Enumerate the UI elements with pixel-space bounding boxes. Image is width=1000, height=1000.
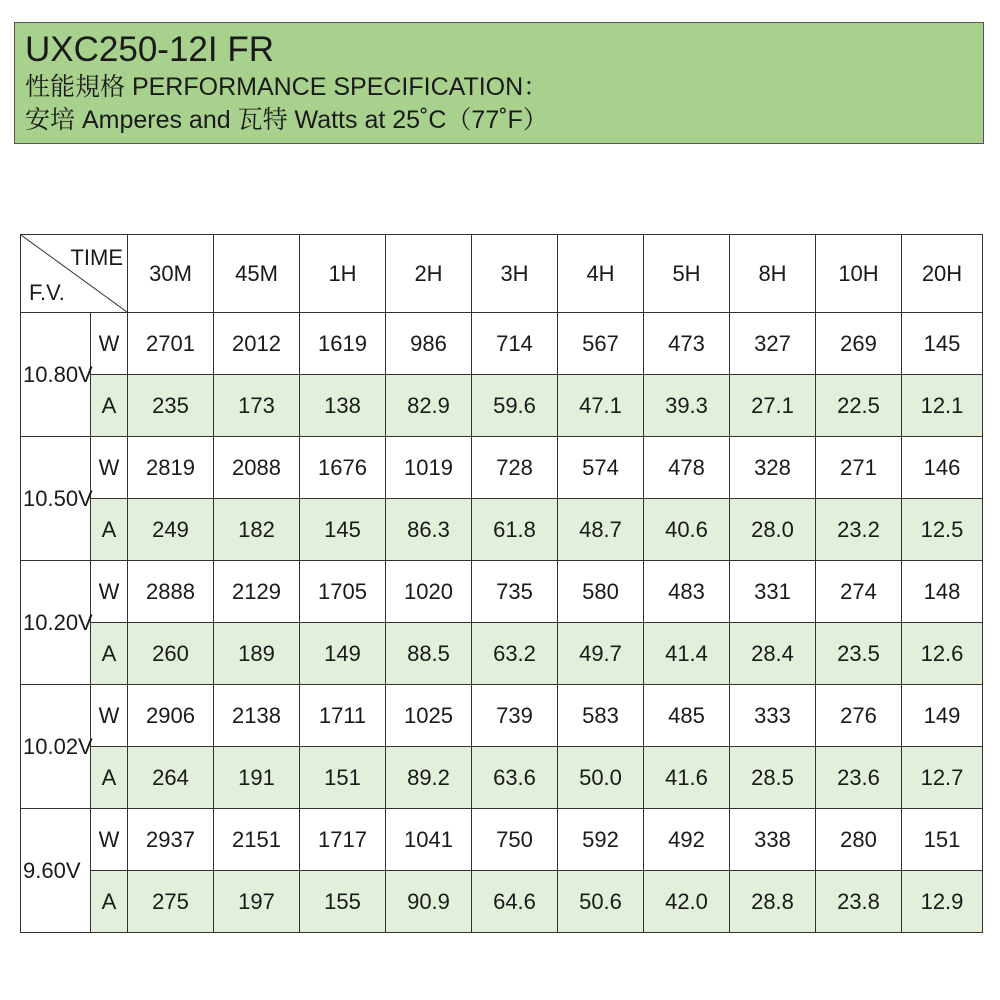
amps-value-cell: 42.0	[644, 871, 730, 933]
unit-amps-cell: A	[91, 375, 128, 437]
amps-value-cell: 23.8	[816, 871, 902, 933]
watts-value-cell: 2701	[128, 313, 214, 375]
column-header: 5H	[644, 235, 730, 313]
amps-value-cell: 41.4	[644, 623, 730, 685]
table-row-watts	[21, 313, 983, 375]
amps-value-cell: 47.1	[558, 375, 644, 437]
watts-value-cell: 149	[902, 685, 983, 747]
column-header: 45M	[214, 235, 300, 313]
watts-value-cell: 2151	[214, 809, 300, 871]
amps-value-cell: 23.5	[816, 623, 902, 685]
watts-value-cell: 269	[816, 313, 902, 375]
watts-value-cell: 2888	[128, 561, 214, 623]
amps-value-cell: 12.7	[902, 747, 983, 809]
watts-value-cell: 2906	[128, 685, 214, 747]
amps-value-cell: 89.2	[386, 747, 472, 809]
final-voltage-cell: 9.60V	[21, 809, 91, 933]
corner-time-label: TIME	[70, 245, 123, 270]
amps-value-cell: 41.6	[644, 747, 730, 809]
amps-value-cell: 88.5	[386, 623, 472, 685]
watts-value-cell: 478	[644, 437, 730, 499]
watts-value-cell: 2129	[214, 561, 300, 623]
watts-value-cell: 2819	[128, 437, 214, 499]
watts-value-cell: 485	[644, 685, 730, 747]
column-header: 2H	[386, 235, 472, 313]
amps-value-cell: 145	[300, 499, 386, 561]
amps-value-cell: 23.6	[816, 747, 902, 809]
amps-value-cell: 12.5	[902, 499, 983, 561]
table-row-amps	[21, 747, 983, 809]
watts-value-cell: 1717	[300, 809, 386, 871]
watts-value-cell: 583	[558, 685, 644, 747]
watts-value-cell: 483	[644, 561, 730, 623]
amps-value-cell: 12.6	[902, 623, 983, 685]
amps-value-cell: 12.1	[902, 375, 983, 437]
table-row-amps	[21, 623, 983, 685]
corner-cell	[21, 235, 128, 313]
watts-value-cell: 735	[472, 561, 558, 623]
watts-value-cell: 276	[816, 685, 902, 747]
watts-value-cell: 739	[472, 685, 558, 747]
unit-amps-cell: A	[91, 499, 128, 561]
column-header: 10H	[816, 235, 902, 313]
watts-value-cell: 1676	[300, 437, 386, 499]
amps-value-cell: 50.6	[558, 871, 644, 933]
amps-value-cell: 28.0	[730, 499, 816, 561]
amps-value-cell: 63.2	[472, 623, 558, 685]
column-header: 3H	[472, 235, 558, 313]
amps-value-cell: 12.9	[902, 871, 983, 933]
amps-value-cell: 249	[128, 499, 214, 561]
watts-value-cell: 328	[730, 437, 816, 499]
corner-fv-label: F.V.	[29, 280, 65, 305]
watts-value-cell: 1619	[300, 313, 386, 375]
watts-value-cell: 567	[558, 313, 644, 375]
spec-conditions: 安培 Amperes and 瓦特 Watts at 25˚C（77˚F）	[25, 106, 548, 134]
unit-watts-cell: W	[91, 685, 128, 747]
amps-value-cell: 86.3	[386, 499, 472, 561]
watts-value-cell: 1025	[386, 685, 472, 747]
watts-value-cell: 1705	[300, 561, 386, 623]
amps-value-cell: 191	[214, 747, 300, 809]
final-voltage-cell: 10.50V	[21, 437, 91, 561]
watts-value-cell: 333	[730, 685, 816, 747]
amps-value-cell: 23.2	[816, 499, 902, 561]
amps-value-cell: 189	[214, 623, 300, 685]
amps-value-cell: 28.4	[730, 623, 816, 685]
amps-value-cell: 59.6	[472, 375, 558, 437]
amps-value-cell: 149	[300, 623, 386, 685]
amps-value-cell: 182	[214, 499, 300, 561]
unit-watts-cell: W	[91, 809, 128, 871]
column-header: 4H	[558, 235, 644, 313]
column-header: 30M	[128, 235, 214, 313]
amps-value-cell: 27.1	[730, 375, 816, 437]
amps-value-cell: 22.5	[816, 375, 902, 437]
amps-value-cell: 260	[128, 623, 214, 685]
amps-value-cell: 61.8	[472, 499, 558, 561]
watts-value-cell: 492	[644, 809, 730, 871]
watts-value-cell: 2088	[214, 437, 300, 499]
unit-watts-cell: W	[91, 561, 128, 623]
amps-value-cell: 138	[300, 375, 386, 437]
spec-header	[14, 22, 984, 144]
table-row-amps	[21, 499, 983, 561]
final-voltage-cell: 10.20V	[21, 561, 91, 685]
watts-value-cell: 327	[730, 313, 816, 375]
amps-value-cell: 275	[128, 871, 214, 933]
amps-value-cell: 151	[300, 747, 386, 809]
watts-value-cell: 2937	[128, 809, 214, 871]
column-header: 8H	[730, 235, 816, 313]
watts-value-cell: 2138	[214, 685, 300, 747]
watts-value-cell: 274	[816, 561, 902, 623]
amps-value-cell: 39.3	[644, 375, 730, 437]
watts-value-cell: 1019	[386, 437, 472, 499]
watts-value-cell: 145	[902, 313, 983, 375]
column-header: 1H	[300, 235, 386, 313]
table-row-watts	[21, 685, 983, 747]
performance-table	[20, 234, 983, 933]
amps-value-cell: 49.7	[558, 623, 644, 685]
amps-value-cell: 50.0	[558, 747, 644, 809]
watts-value-cell: 1020	[386, 561, 472, 623]
watts-value-cell: 280	[816, 809, 902, 871]
watts-value-cell: 473	[644, 313, 730, 375]
amps-value-cell: 155	[300, 871, 386, 933]
spec-subtitle: 性能規格 PERFORMANCE SPECIFICATION：	[25, 73, 549, 101]
watts-value-cell: 580	[558, 561, 644, 623]
amps-value-cell: 40.6	[644, 499, 730, 561]
amps-value-cell: 28.8	[730, 871, 816, 933]
table-row-amps	[21, 871, 983, 933]
watts-value-cell: 750	[472, 809, 558, 871]
final-voltage-cell: 10.02V	[21, 685, 91, 809]
amps-value-cell: 63.6	[472, 747, 558, 809]
watts-value-cell: 148	[902, 561, 983, 623]
watts-value-cell: 592	[558, 809, 644, 871]
unit-watts-cell: W	[91, 437, 128, 499]
watts-value-cell: 2012	[214, 313, 300, 375]
watts-value-cell: 151	[902, 809, 983, 871]
amps-value-cell: 64.6	[472, 871, 558, 933]
unit-watts-cell: W	[91, 313, 128, 375]
header-row	[21, 235, 983, 313]
watts-value-cell: 271	[816, 437, 902, 499]
amps-value-cell: 28.5	[730, 747, 816, 809]
table-body	[21, 313, 983, 933]
amps-value-cell: 235	[128, 375, 214, 437]
table-row-watts	[21, 561, 983, 623]
watts-value-cell: 1041	[386, 809, 472, 871]
amps-value-cell: 90.9	[386, 871, 472, 933]
table-row-watts	[21, 437, 983, 499]
amps-value-cell: 197	[214, 871, 300, 933]
unit-amps-cell: A	[91, 747, 128, 809]
amps-value-cell: 82.9	[386, 375, 472, 437]
final-voltage-cell: 10.80V	[21, 313, 91, 437]
watts-value-cell: 728	[472, 437, 558, 499]
watts-value-cell: 714	[472, 313, 558, 375]
watts-value-cell: 146	[902, 437, 983, 499]
unit-amps-cell: A	[91, 623, 128, 685]
watts-value-cell: 986	[386, 313, 472, 375]
amps-value-cell: 48.7	[558, 499, 644, 561]
watts-value-cell: 1711	[300, 685, 386, 747]
amps-value-cell: 264	[128, 747, 214, 809]
unit-amps-cell: A	[91, 871, 128, 933]
amps-value-cell: 173	[214, 375, 300, 437]
watts-value-cell: 574	[558, 437, 644, 499]
table-row-watts	[21, 809, 983, 871]
table-row-amps	[21, 375, 983, 437]
product-title: UXC250-12I FR	[25, 30, 274, 69]
watts-value-cell: 331	[730, 561, 816, 623]
column-header: 20H	[902, 235, 983, 313]
watts-value-cell: 338	[730, 809, 816, 871]
